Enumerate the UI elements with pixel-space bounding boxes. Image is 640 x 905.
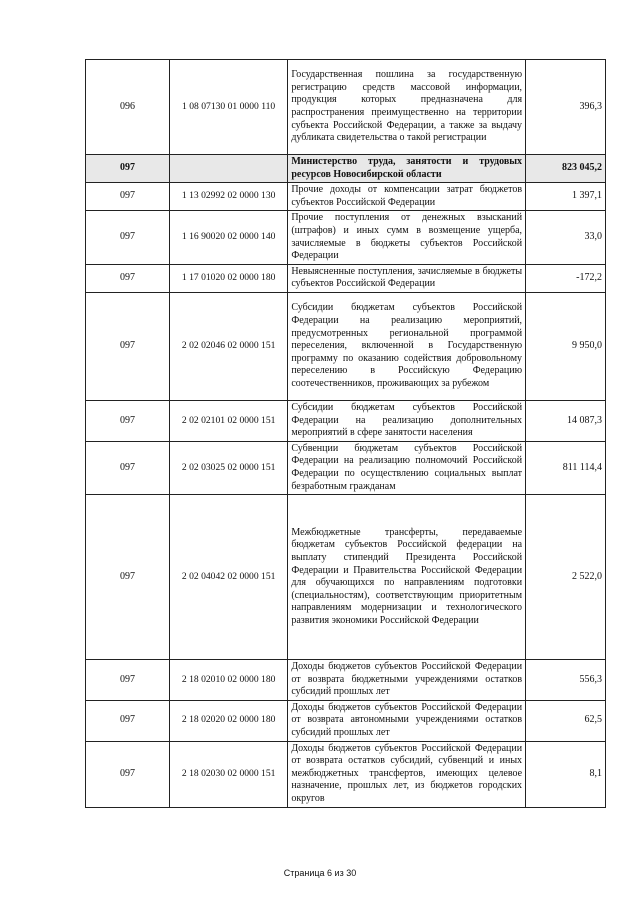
amount-cell: 823 045,2 — [526, 155, 606, 183]
table-row — [86, 211, 606, 264]
admin-code-cell: 097 — [86, 660, 170, 701]
table-row — [86, 660, 606, 701]
table-row — [86, 495, 606, 660]
budget-code-cell: 2 18 02030 02 0000 151 — [169, 741, 287, 807]
admin-code-cell: 097 — [86, 741, 170, 807]
table-row — [86, 441, 606, 494]
amount-cell: 33,0 — [526, 211, 606, 264]
table-row — [86, 292, 606, 400]
table-row — [86, 60, 606, 155]
revenue-table — [85, 59, 606, 808]
description-cell: Невыясненные поступления, зачисляемые в бюджеты субъектов Российской Федерации — [288, 264, 526, 292]
description-cell: Прочие поступления от денежных взысканий (штрафов) и иных сумм в возмещение ущерба, зачисляемые в бюджеты субъектов Российской Федерации — [288, 211, 526, 264]
amount-cell: 8,1 — [526, 741, 606, 807]
description-cell: Субсидии бюджетам субъектов Российской Федерации на реализацию мероприятий, предусмотренных региональной программой переселения, включенной в Государственную программу по оказанию содействия добровольному переселению в Российскую Федерацию соотечественников, проживающих за рубежом — [288, 292, 526, 400]
amount-cell: 1 397,1 — [526, 183, 606, 211]
budget-code-cell: 1 16 90020 02 0000 140 — [169, 211, 287, 264]
budget-code-cell: 1 17 01020 02 0000 180 — [169, 264, 287, 292]
admin-code-cell: 097 — [86, 441, 170, 494]
admin-code-cell: 097 — [86, 400, 170, 441]
admin-code-cell: 097 — [86, 211, 170, 264]
description-cell: Доходы бюджетов субъектов Российской Федерации от возврата автономными учреждениями остатков субсидий прошлых лет — [288, 700, 526, 741]
admin-code-cell: 097 — [86, 292, 170, 400]
table-row — [86, 741, 606, 807]
budget-code-cell: 2 02 02101 02 0000 151 — [169, 400, 287, 441]
budget-code-cell: 2 18 02010 02 0000 180 — [169, 660, 287, 701]
admin-code-cell: 097 — [86, 155, 170, 183]
admin-code-cell: 097 — [86, 264, 170, 292]
amount-cell: 2 522,0 — [526, 495, 606, 660]
amount-cell: 556,3 — [526, 660, 606, 701]
amount-cell: 62,5 — [526, 700, 606, 741]
table-row — [86, 400, 606, 441]
table-row — [86, 700, 606, 741]
description-cell: Субсидии бюджетам субъектов Российской Федерации на реализацию дополнительных мероприятий в сфере занятости населения — [288, 400, 526, 441]
budget-code-cell — [169, 155, 287, 183]
table-row — [86, 264, 606, 292]
table-row — [86, 183, 606, 211]
description-cell: Прочие доходы от компенсации затрат бюджетов субъектов Российской Федерации — [288, 183, 526, 211]
budget-code-cell: 2 02 04042 02 0000 151 — [169, 495, 287, 660]
description-cell: Доходы бюджетов субъектов Российской Федерации от возврата остатков субсидий, субвенций и иных межбюджетных трансфертов, имеющих целевое назначение, прошлых лет, из бюджетов городских округов — [288, 741, 526, 807]
description-cell: Министерство труда, занятости и трудовых ресурсов Новосибирской области — [288, 155, 526, 183]
description-cell: Государственная пошлина за государственную регистрацию средств массовой информации, продукция которых предназначена для распространения преимущественно на территории субъекта Российской Федерации, а также за выдачу дубликата свидетельства о такой регистрации — [288, 60, 526, 155]
admin-code-cell: 097 — [86, 495, 170, 660]
amount-cell: 396,3 — [526, 60, 606, 155]
budget-code-cell: 1 13 02992 02 0000 130 — [169, 183, 287, 211]
amount-cell: 811 114,4 — [526, 441, 606, 494]
amount-cell: -172,2 — [526, 264, 606, 292]
amount-cell: 14 087,3 — [526, 400, 606, 441]
admin-code-cell: 096 — [86, 60, 170, 155]
page-number: Страница 6 из 30 — [283, 868, 357, 878]
budget-code-cell: 1 08 07130 01 0000 110 — [169, 60, 287, 155]
amount-cell: 9 950,0 — [526, 292, 606, 400]
budget-code-cell: 2 02 03025 02 0000 151 — [169, 441, 287, 494]
admin-code-cell: 097 — [86, 183, 170, 211]
budget-code-cell: 2 18 02020 02 0000 180 — [169, 700, 287, 741]
description-cell: Доходы бюджетов субъектов Российской Федерации от возврата бюджетными учреждениями остатков субсидий прошлых лет — [288, 660, 526, 701]
ministry-row — [86, 155, 606, 183]
description-cell: Субвенции бюджетам субъектов Российской Федерации на реализацию полномочий Российской Федерации по осуществлению социальных выплат безработным гражданам — [288, 441, 526, 494]
description-cell: Межбюджетные трансферты, передаваемые бюджетам субъектов Российской федерации на выплату стипендий Президента Российской Федерации и Правительства Российской Федерации для обучающихся по направлениям подготовки (специальностям), соответствующим приоритетным направлениям модернизации и технологического развития экономики Российской Федерации — [288, 495, 526, 660]
budget-code-cell: 2 02 02046 02 0000 151 — [169, 292, 287, 400]
admin-code-cell: 097 — [86, 700, 170, 741]
